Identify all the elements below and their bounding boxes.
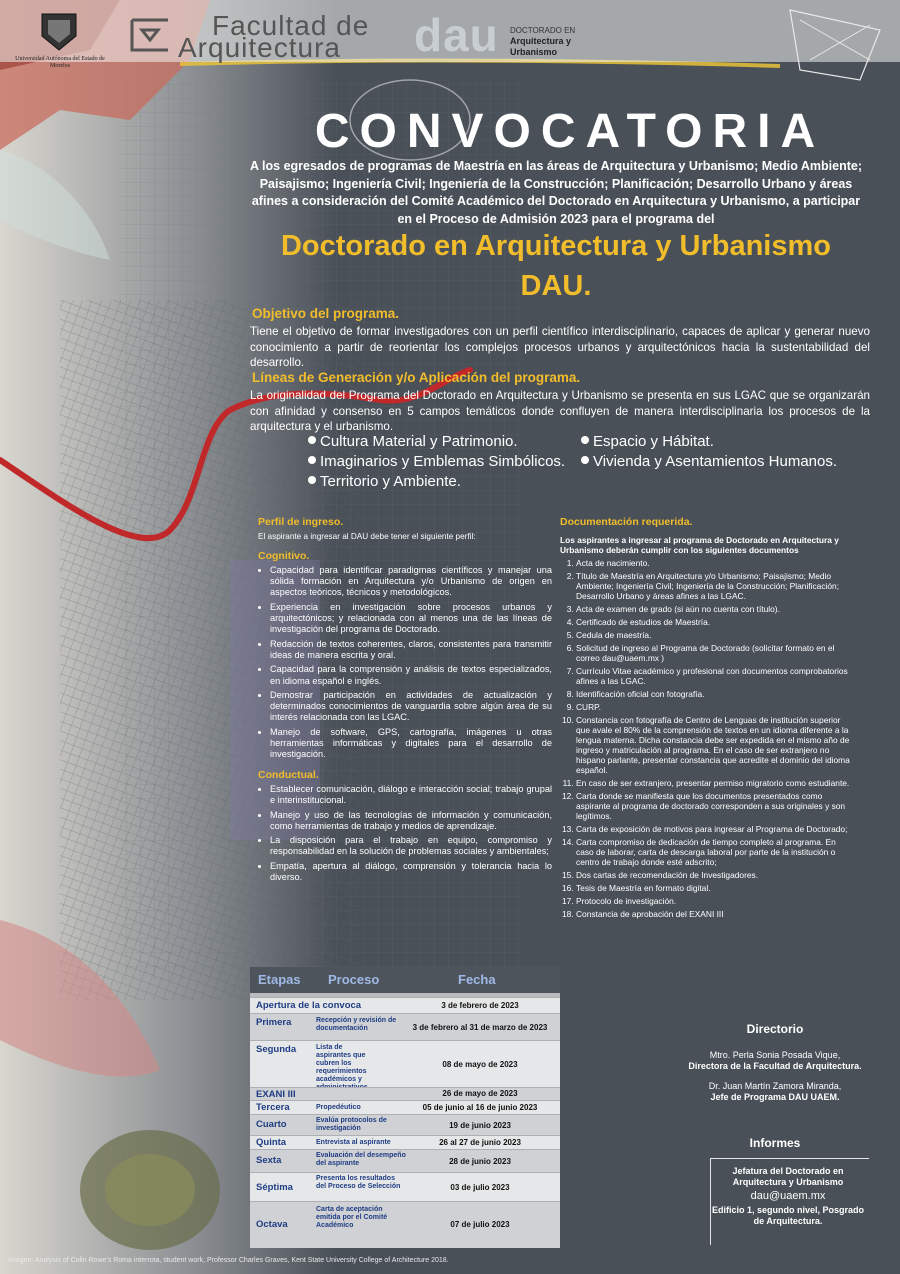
info-office: Jefatura del Doctorado en Arquitectura y Urbanismo	[732, 1166, 844, 1187]
documents-lead: Los aspirantes a ingresar al programa de Doctorado en Arquitectura y Urbanismo deberán cumplir con los siguientes documentos	[560, 535, 839, 555]
intro-text: A los egresados de programas de Maestría en las áreas de Arquitectura y Urbanismo; Medio Ambiente; Paisajismo; Ingeniería Civil; Ingeniería de la Construcción; Planificación; Desarrollo Urbano y áreas afines a consideración del Comité Académico del Doctorado en Arquitectura y Urbanismo, a participar en el Proceso de Admisión 2023 para el programa del	[250, 159, 862, 226]
schedule-table	[250, 967, 560, 1247]
row-stage: Primera	[256, 1017, 292, 1028]
table-row	[250, 1149, 560, 1172]
program-head-name: Dr. Juan Martín Zamora Miranda,	[708, 1081, 842, 1091]
header	[0, 0, 900, 82]
row-date: 08 de mayo de 2023	[442, 1060, 518, 1069]
list-item: • La disposición para el trabajo en equipo, compromiso y responsabilidad en la solución de problemas sociales y ambientales;	[270, 835, 552, 858]
row-process: Carta de aceptación emitida por el Comité Académico	[316, 1206, 388, 1229]
row-date: 05 de junio al 16 de junio 2023	[422, 1103, 538, 1112]
profile-section	[258, 517, 552, 892]
column-header: Proceso	[328, 972, 380, 987]
dau-logo-word: dau	[414, 9, 499, 61]
info-heading: Informes	[749, 1136, 801, 1150]
dau-logo-sub2: Arquitectura y	[510, 36, 572, 46]
row-process: Recepción y revisión de documentación	[316, 1017, 397, 1032]
row-date: 03 de julio 2023	[450, 1183, 510, 1192]
row-date: 28 de junio 2023	[449, 1157, 511, 1166]
list-item: 9. CURP.	[576, 702, 850, 712]
row-process: Evaluación del desempeño del aspirante	[316, 1152, 406, 1167]
lgac-item: Territorio y Ambiente.	[308, 473, 461, 490]
table-row	[250, 1114, 560, 1135]
faculty-name-line2: Arquitectura	[178, 32, 341, 63]
list-item: 13. Carta de exposición de motivos para ingresar al Programa de Doctorado;	[576, 824, 850, 834]
row-stage: EXANI III	[256, 1089, 296, 1100]
director-name: Mtro. Perla Sonia Posada Vique,	[709, 1050, 841, 1060]
row-process: Lista de aspirantes que cubren los requerimientos académicos y	[316, 1044, 367, 1083]
uaem-shield-logo	[34, 10, 84, 54]
bullet-icon	[581, 436, 589, 444]
dau-logo-sub1: DOCTORADO EN	[510, 26, 576, 35]
director-role: Directora de la Facultad de Arquitectura.	[688, 1061, 862, 1071]
lgac-item: Imaginarios y Emblemas Simbólicos.	[308, 453, 565, 470]
bullet-icon	[308, 456, 316, 464]
objective-text: Tiene el objetivo de formar investigadores con un perfil científico interdisciplinario, capaces de aplicar y generar nuevo conocimiento a partir de reorientar los complejos procesos urbanos y arquitectónicos hacia la sustentabilidad del desarrollo.	[250, 325, 870, 369]
lgac-text: La originalidad del Programa del Doctorado en Arquitectura y Urbanismo se presenta en sus LGAC que se organizarán con afinidad y consenso en 5 campos temáticos donde confluyen de manera interdisciplinaria los procesos de la arquitectura y el urbanismo.	[250, 389, 870, 433]
program-acronym: DAU.	[520, 270, 592, 302]
list-item: 5. Cedula de maestría.	[576, 630, 850, 640]
bullet-icon	[308, 476, 316, 484]
table-row	[250, 1201, 560, 1248]
row-stage: Tercera	[256, 1102, 290, 1113]
list-item: 12. Carta donde se manifiesta que los documentos presentados como aspirante al programa de doctorado corresponden a sus originales y son legítimos.	[576, 791, 850, 821]
row-process: Propedéutico	[316, 1104, 361, 1111]
lgac-item: Cultura Material y Patrimonio.	[308, 433, 518, 450]
faculty-logo-mark	[128, 14, 172, 56]
conductual-list	[258, 784, 552, 883]
list-item: 1. Acta de nacimiento.	[576, 558, 850, 568]
row-stage: Apertura de la convoca	[256, 1000, 362, 1011]
table-row	[250, 1172, 560, 1201]
dau-logo-sub3: Urbanismo	[510, 47, 558, 57]
list-item: 17. Protocolo de investigación.	[576, 896, 850, 906]
row-stage: Octava	[256, 1219, 288, 1230]
row-stage: Sexta	[256, 1155, 282, 1166]
row-date: 26 al 27 de junio 2023	[439, 1138, 521, 1147]
row-process: Entrevista al aspirante	[316, 1139, 391, 1146]
row-process: Evalúa protocolos de investigación	[316, 1117, 387, 1132]
list-item: • Manejo de software, GPS, cartografía, imágenes u otras herramientas informáticas y digitales para el desarrollo de investigación.	[270, 727, 552, 761]
list-item: • Manejo y uso de las tecnologías de información y comunicación, como herramientas de trabajo y medios de aprendizaje.	[270, 810, 552, 833]
profile-heading: Perfil de ingreso.	[258, 516, 344, 528]
documents-section	[560, 517, 850, 922]
list-item: 6. Solicitud de ingreso al Programa de Doctorado (solicitar formato en el correo dau@uaem.mx )	[576, 643, 850, 663]
row-date: 19 de junio 2023	[449, 1121, 511, 1130]
table-row	[250, 1135, 560, 1149]
info-location: Edificio 1, segundo nivel, Posgrado de Arquitectura.	[711, 1205, 865, 1226]
list-item: • Experiencia en investigación sobre procesos urbanos y arquitectónicos; y relacionada con al menos una de las líneas de investigación del programa de Doctorado.	[270, 602, 552, 636]
info-email[interactable]: dau@uaem.mx	[750, 1190, 826, 1202]
list-item: • Demostrar participación en actividades de actualización y determinados conocimientos de vanguardia sobre algún área de su interés relacionada con las LGAC.	[270, 690, 552, 724]
list-item: 7. Currículo Vitae académico y profesional con documentos comprobatorios afines a las LGAC.	[576, 666, 850, 686]
list-item: 10. Constancia con fotografía de Centro de Lenguas de institución superior que avale el 80% de la comprensión de textos en un idioma diferente a la lengua materna. Dicha constancia debe ser expedida en el mismo año de ingreso y matriculación al programa. En el caso de ser extranjero no hispano parlante, presentar constancia que acredite el dominio del idioma español.	[576, 715, 850, 775]
documents-list	[560, 558, 850, 919]
page-title: CONVOCATORIA	[314, 105, 826, 158]
column-header: Fecha	[458, 972, 496, 987]
program-name: Doctorado en Arquitectura y Urbanismo	[280, 230, 831, 262]
profile-intro: El aspirante a ingresar al DAU debe tener el siguiente perfil:	[258, 532, 476, 542]
image-credit: Imagen: Analysis of Colin Rowe's Roma interrota, student work, Professor Charles Graves, Kent State University College of Architecture 2018.	[8, 1257, 449, 1264]
lgac-item: Espacio y Hábitat.	[581, 433, 714, 450]
list-item: 15. Dos cartas de recomendación de Investigadores.	[576, 870, 850, 880]
row-stage: Cuarto	[256, 1119, 287, 1130]
list-item: 18. Constancia de aprobación del EXANI III	[576, 909, 850, 919]
list-item: 11. En caso de ser extranjero, presentar permiso migratorio como estudiante.	[576, 778, 850, 788]
table-row	[250, 997, 560, 1013]
directory-text	[680, 1050, 870, 1103]
table-row	[250, 1013, 560, 1040]
list-item: 16. Tesis de Maestría en formato digital.	[576, 883, 850, 893]
row-date: 07 de julio 2023	[450, 1220, 510, 1229]
bullet-icon	[308, 436, 316, 444]
row-stage: Séptima	[256, 1182, 293, 1193]
university-name: Universidad Autónoma del Estado de Morelos	[15, 56, 105, 69]
list-item: 14. Carta compromiso de dedicación de tiempo completo al programa. En caso de laborar, carta de descarga laboral por parte de la institución o centro de trabajo donde esté adscrito;	[576, 837, 850, 867]
bullet-icon	[581, 456, 589, 464]
list-item: • Redacción de textos coherentes, claros, consistentes para transmitir ideas de manera escrita y oral.	[270, 639, 552, 662]
row-date: 3 de febrero al 31 de marzo de 2023	[412, 1023, 548, 1032]
list-item: • Capacidad para la comprensión y análisis de textos especializados, en idioma español e inglés.	[270, 664, 552, 687]
faculty-name-line1: Facultad de	[212, 10, 370, 41]
list-item: • Establecer comunicación, diálogo e interacción social; trabajo grupal e interinstitucional.	[270, 784, 552, 807]
column-header: Etapas	[258, 972, 301, 987]
list-item: 4. Certificado de estudios de Maestría.	[576, 617, 850, 627]
cognitive-heading: Cognitivo.	[258, 549, 310, 562]
objective-heading: Objetivo del programa.	[252, 306, 400, 321]
lgac-heading: Líneas de Generación y/o Aplicación del programa.	[252, 370, 581, 385]
table-row	[250, 1100, 560, 1114]
table-row	[250, 1087, 560, 1100]
list-item: 3. Acta de examen de grado (si aún no cuenta con título).	[576, 604, 850, 614]
program-head-role: Jefe de Programa DAU UAEM.	[710, 1092, 840, 1102]
row-process: Presenta los resultados del Proceso de Selección	[316, 1175, 401, 1190]
list-item: 2. Título de Maestría en Arquitectura y/o Urbanismo; Paisajismo; Medio Ambiente; Ingeniería Civil; Ingeniería de la Construcción; Planificación; Desarrollo Urbano y áreas afines a las LGAC.	[576, 571, 850, 601]
list-item: • Capacidad para identificar paradigmas científicos y manejar una sólida formación en Arquitectura y/o Urbanismo de origen en aspectos teóricos, técnicos y metodológicos.	[270, 565, 552, 599]
table-header	[250, 967, 560, 993]
lgac-item: Vivienda y Asentamientos Humanos.	[581, 453, 837, 470]
info-text	[706, 1166, 870, 1227]
conductual-heading: Conductual.	[258, 768, 319, 781]
table-row	[250, 1040, 560, 1087]
list-item: • Empatía, apertura al diálogo, comprensión y tolerancia hacia lo diverso.	[270, 861, 552, 884]
row-date: 26 de mayo de 2023	[442, 1089, 518, 1098]
row-stage: Quinta	[256, 1137, 287, 1148]
list-item: 8. Identificación oficial con fotografía.	[576, 689, 850, 699]
row-stage: Segunda	[256, 1044, 297, 1055]
documents-heading: Documentación requerida.	[560, 516, 693, 528]
cognitive-list	[258, 565, 552, 761]
directory-heading: Directorio	[746, 1022, 804, 1036]
row-date: 3 de febrero de 2023	[441, 1001, 519, 1010]
